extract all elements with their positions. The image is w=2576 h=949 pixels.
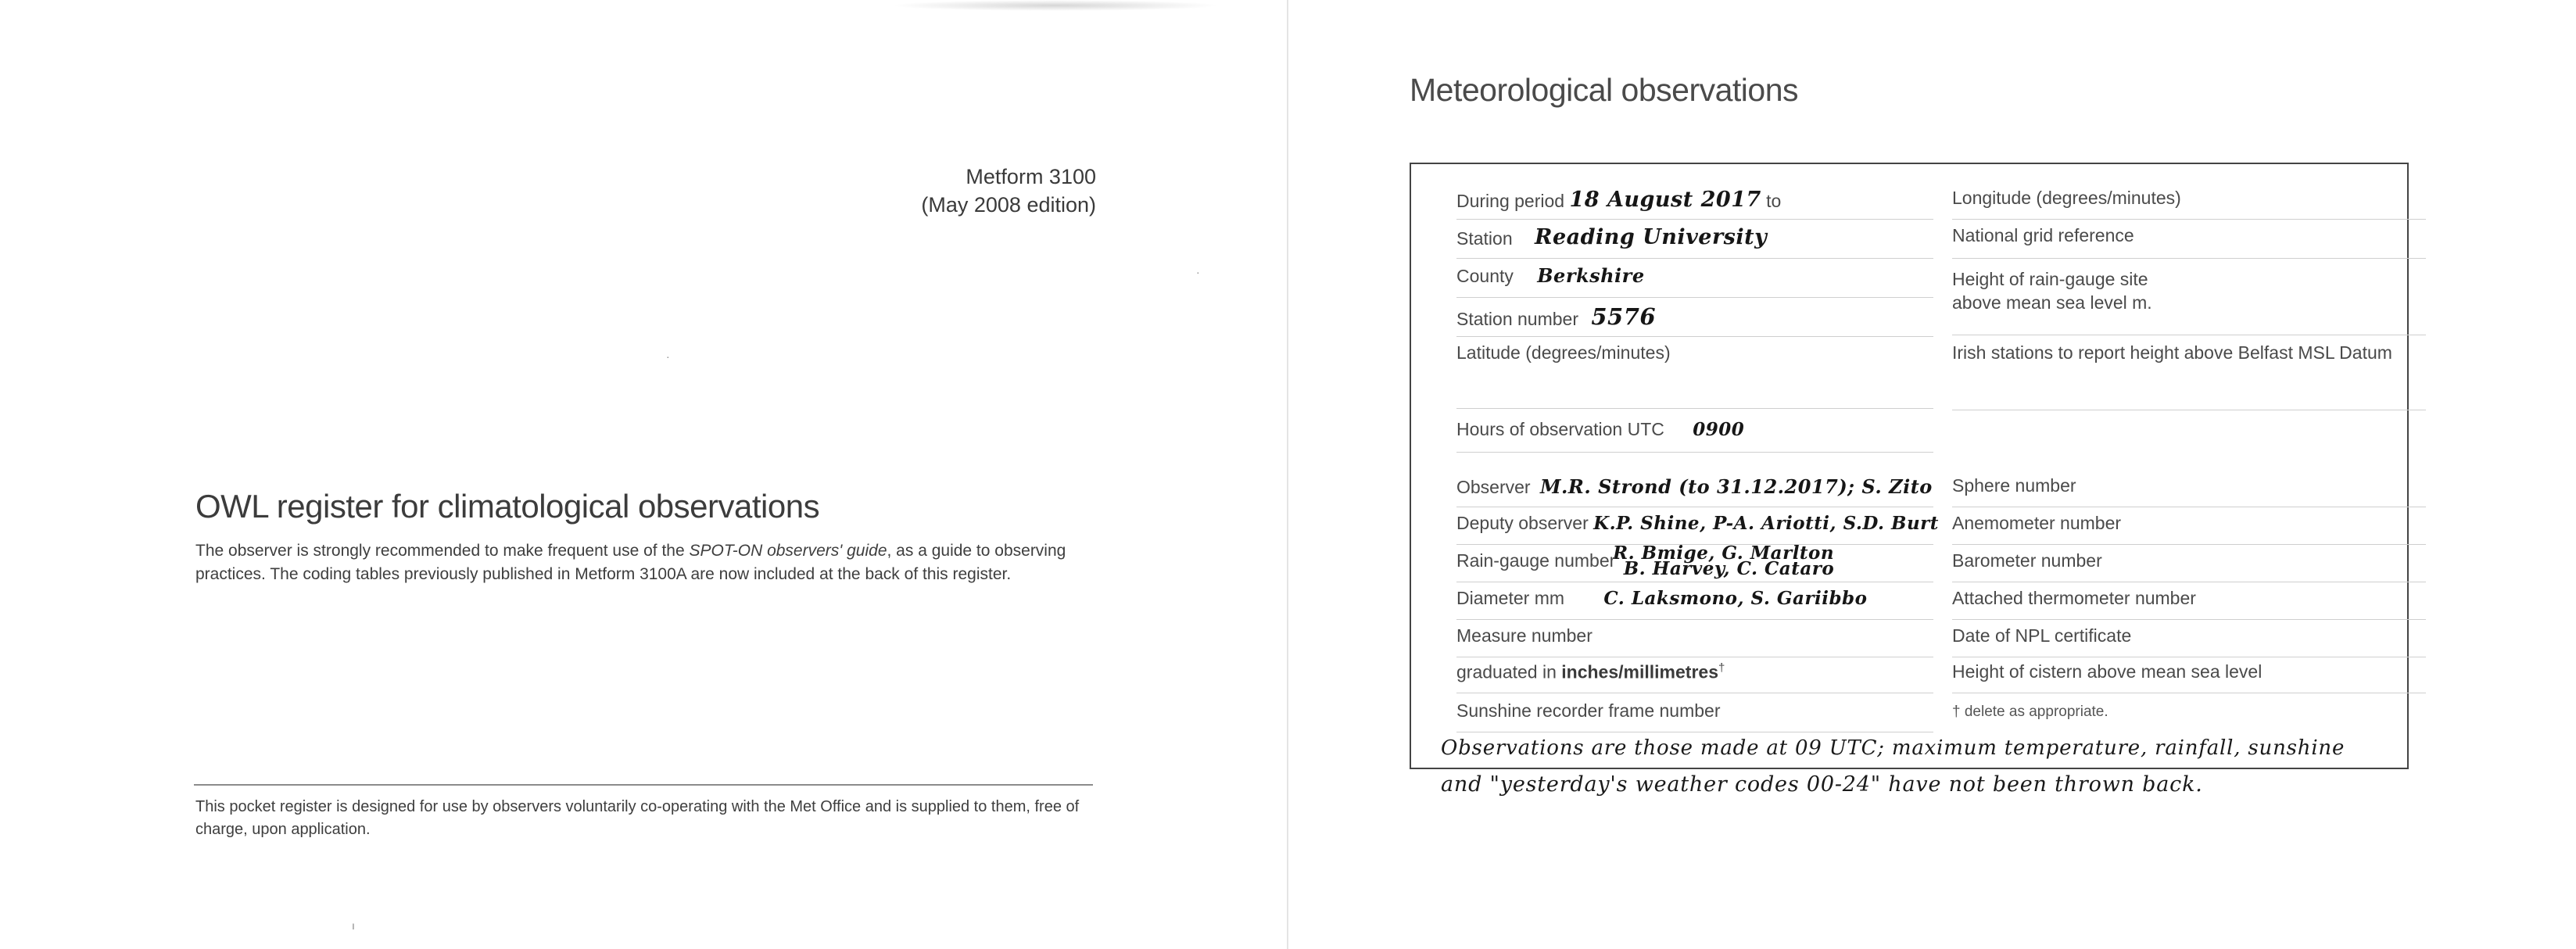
period-field[interactable]: [1456, 188, 1933, 220]
form-number: Metform 3100: [966, 165, 1096, 188]
station-number-field[interactable]: [1456, 303, 1933, 337]
height-label-line-2: above mean sea level m.: [1952, 292, 2152, 313]
npl-certificate-label: Date of NPL certificate: [1952, 625, 2132, 646]
paper-speck: ·: [666, 350, 670, 363]
sphere-field[interactable]: [1952, 475, 2426, 507]
latitude-label-row: [1456, 342, 1933, 374]
sphere-label: Sphere number: [1952, 475, 2076, 496]
deputy-label: Deputy observer: [1456, 513, 1589, 533]
latitude-field[interactable]: [1456, 377, 1933, 409]
longitude-field[interactable]: [1952, 188, 2426, 220]
graduated-label: [1456, 661, 1725, 683]
irish-label-row: [1952, 342, 2426, 374]
latitude-label: Latitude (degrees/minutes): [1456, 342, 1671, 363]
page-shadow: [891, 0, 1220, 11]
observer-value: M.R. Strond (to 31.12.2017); S. Zito: [1539, 475, 1933, 498]
grid-reference-label: National grid reference: [1952, 225, 2134, 245]
raingauge-label: Rain-gauge number: [1456, 550, 1616, 571]
form-edition: (May 2008 edition): [921, 193, 1096, 217]
deputy-field[interactable]: [1456, 513, 1939, 545]
footer-note: This pocket register is designed for use by observers voluntarily co-operating with the Met Office and is supplied to them, free of charge, upon application.: [195, 798, 1080, 838]
county-field[interactable]: [1456, 264, 1933, 298]
period-to-label: to: [1766, 191, 1782, 211]
measure-field[interactable]: [1456, 625, 1933, 657]
height-label-line-1: Height of rain-gauge site: [1952, 269, 2148, 289]
diameter-value: C. Laksmono, S. Gariibbo: [1603, 588, 1868, 609]
hours-label: Hours of observation UTC: [1456, 419, 1664, 439]
period-label: During period: [1456, 191, 1565, 211]
height-field[interactable]: [1952, 267, 2426, 335]
irish-stations-label: Irish stations to report height above Belfast MSL Datum: [1952, 342, 2392, 363]
deputy-value-line-2: R. Bmige, G. Marlton: [1613, 543, 1835, 564]
sunshine-label: Sunshine recorder frame number: [1456, 700, 1721, 721]
thermometer-field[interactable]: [1952, 588, 2426, 620]
cistern-height-field[interactable]: [1952, 661, 2426, 693]
grid-reference-field[interactable]: [1952, 225, 2426, 259]
handwritten-note-line-1: Observations are those made at 09 UTC; maximum temperature, rainfall, sunshine: [1441, 736, 2345, 760]
diameter-field[interactable]: [1456, 588, 1933, 620]
dagger-mark: †: [1718, 661, 1725, 675]
anemometer-label: Anemometer number: [1952, 513, 2122, 533]
register-title: OWL register for climatological observations: [195, 488, 820, 525]
register-intro: [195, 539, 1095, 586]
county-label: County: [1456, 266, 1514, 286]
hours-value: 0900: [1693, 419, 1745, 440]
delete-note: † delete as appropriate.: [1952, 704, 2108, 720]
period-from-value: 18 August 2017: [1569, 188, 1761, 212]
graduated-prefix: graduated in: [1456, 661, 1562, 682]
raingauge-field[interactable]: [1456, 550, 1933, 582]
graduated-units: inches/millimetres: [1561, 661, 1718, 682]
form-identifier: [921, 163, 1096, 219]
measure-label: Measure number: [1456, 625, 1593, 646]
footer-divider: [194, 784, 1093, 786]
barometer-field[interactable]: [1952, 550, 2426, 582]
observer-field[interactable]: [1456, 475, 1933, 507]
barometer-label: Barometer number: [1952, 550, 2102, 571]
station-value: Reading University: [1535, 225, 1768, 249]
paper-speck: ı: [352, 919, 355, 932]
station-number-value: 5576: [1591, 303, 1657, 330]
npl-certificate-field[interactable]: [1952, 625, 2426, 657]
station-label: Station: [1456, 228, 1513, 249]
hours-field[interactable]: [1456, 419, 1933, 453]
intro-text-1: The observer is strongly recommended to make frequent use of the: [195, 542, 690, 560]
graduated-field[interactable]: [1456, 661, 1933, 693]
section-title: Meteorological observations: [1410, 72, 1798, 108]
book-spine: [1287, 0, 1288, 949]
guide-title: SPOT-ON observers' guide: [689, 542, 887, 560]
deputy-value: K.P. Shine, P-A. Ariotti, S.D. Burt: [1593, 513, 1939, 534]
handwritten-note-line-2: and "yesterday's weather codes 00-24" have not been thrown back.: [1441, 772, 2203, 797]
delete-note-row: [1952, 704, 2426, 732]
thermometer-label: Attached thermometer number: [1952, 588, 2196, 608]
station-field[interactable]: [1456, 225, 1933, 259]
observer-label: Observer: [1456, 477, 1531, 497]
cistern-height-label: Height of cistern above mean sea level: [1952, 661, 2263, 682]
longitude-label: Longitude (degrees/minutes): [1952, 188, 2181, 208]
diameter-label: Diameter mm: [1456, 588, 1565, 608]
intro-text-2: , as a guide to observing practices. The coding tables previously published in Metform 3100A are now included at the back of this register.: [195, 542, 1066, 583]
station-number-label: Station number: [1456, 309, 1578, 329]
sunshine-field[interactable]: [1456, 700, 1933, 732]
station-details-form: [1410, 163, 2409, 769]
paper-speck: ·: [1196, 266, 1200, 278]
county-value: Berkshire: [1537, 264, 1645, 287]
raingauge-value: B. Harvey, C. Cataro: [1623, 558, 1835, 579]
belfast-height-field[interactable]: [1952, 381, 2426, 410]
anemometer-field[interactable]: [1952, 513, 2426, 545]
